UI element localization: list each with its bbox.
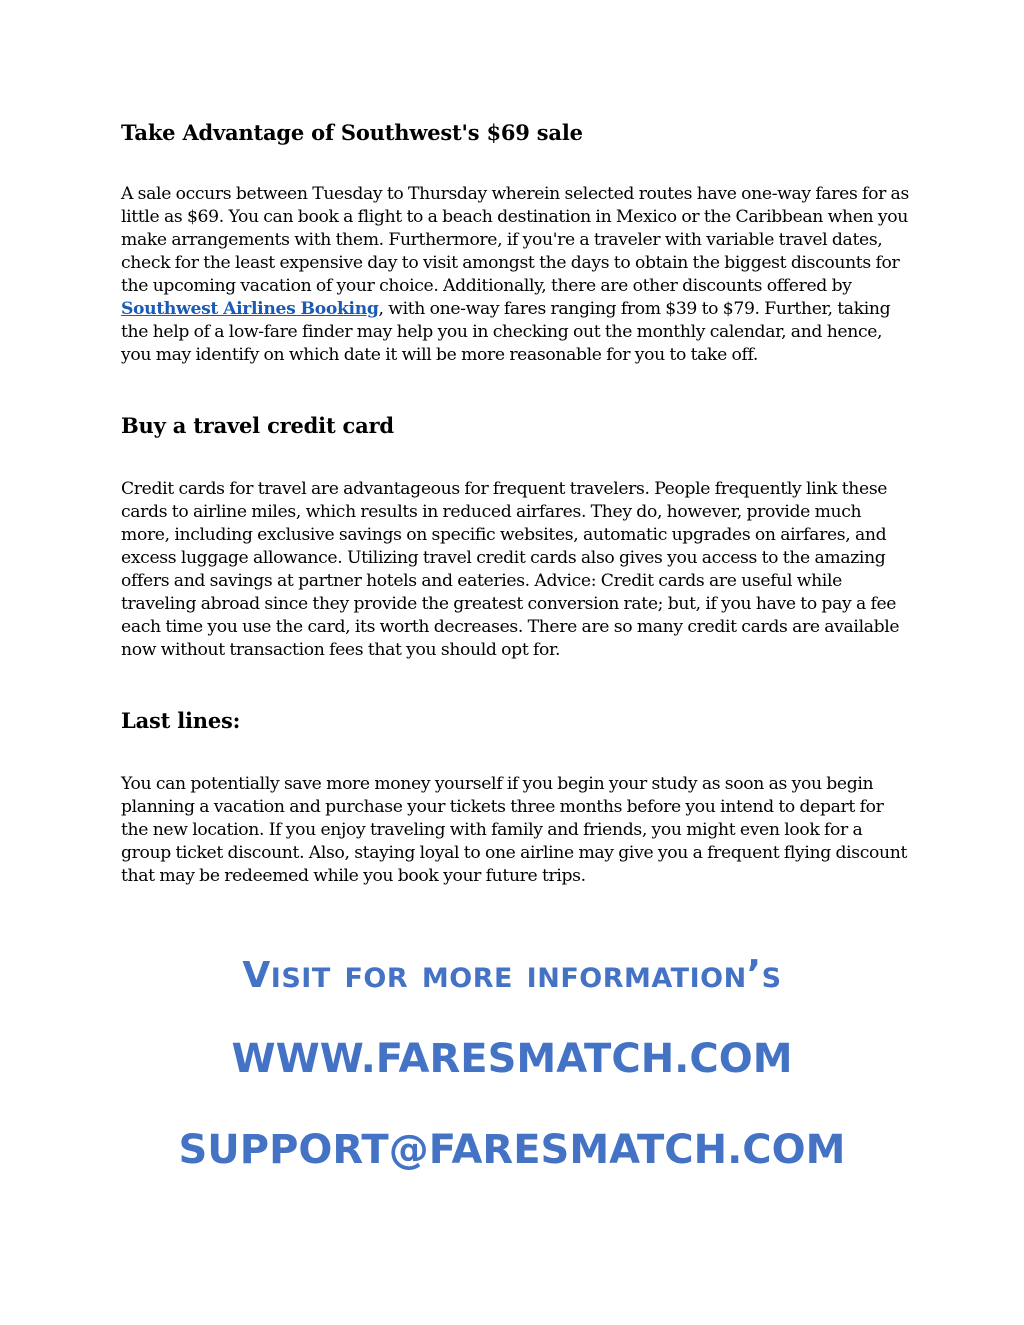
section-heading-sale: Take Advantage of Southwest's $69 sale	[121, 120, 583, 145]
section-heading-last-lines: Last lines:	[121, 708, 241, 733]
section-body-last-lines: You can potentially save more money yourself if you begin your study as soon as you begin planning a vacation and purchase your tickets three months before you intend to depart for the new location. If you enjoy traveling with family and friends, you might even look for a group ticket discount. Also, staying loyal to one airline may give you a frequent flying discount that may be redeemed while you book your future trips.	[121, 774, 908, 886]
sale-body-text-continued: , with one-way fares ranging from $39 to $79. Further, taking the help of a low-fare finder may help you in checking out the monthly calendar, and hence, you may identify on which date it will be more reasonable for you to take off.	[121, 299, 891, 365]
southwest-booking-link[interactable]: Southwest Airlines Booking	[121, 299, 379, 319]
section-body-credit-card: Credit cards for travel are advantageous for frequent travelers. People frequently link these cards to airline miles, which results in reduced airfares. They do, however, provide much more, including exclusive savings on specific websites, automatic upgrades on airfares, and excess luggage allowance. Utilizing travel credit cards also gives you access to the amazing offers and savings at partner hotels and eateries. Advice: Credit cards are useful while traveling abroad since they provide the greatest conversion rate; but, if you have to pay a fee each time you use the card, its worth decreases. There are so many credit cards are available now without transaction fees that you should opt for.	[121, 479, 900, 660]
section-body-sale	[121, 183, 911, 367]
article-content	[121, 118, 911, 888]
sale-body-text: A sale occurs between Tuesday to Thursday wherein selected routes have one-way fares for as little as $69. You can book a flight to a beach destination in Mexico or the Caribbean when you make arrangements with them. Furthermore, if you're a traveler with variable travel dates, check for the least expensive day to visit amongst the days to obtain the biggest discounts for the upcoming vacation of your choice. Additionally, there are other discounts offered by	[121, 184, 909, 296]
cta-support-email[interactable]: SUPPORT@FARESMATCH.COM	[178, 1127, 846, 1173]
cta-website-link[interactable]: WWW.FARESMATCH.COM	[231, 1036, 793, 1082]
cta-heading-initial: v	[242, 940, 271, 1000]
cta-heading	[0, 940, 1024, 1000]
section-heading-credit-card: Buy a travel credit card	[121, 413, 394, 438]
cta-heading-text: isit for more information’s	[270, 952, 782, 996]
